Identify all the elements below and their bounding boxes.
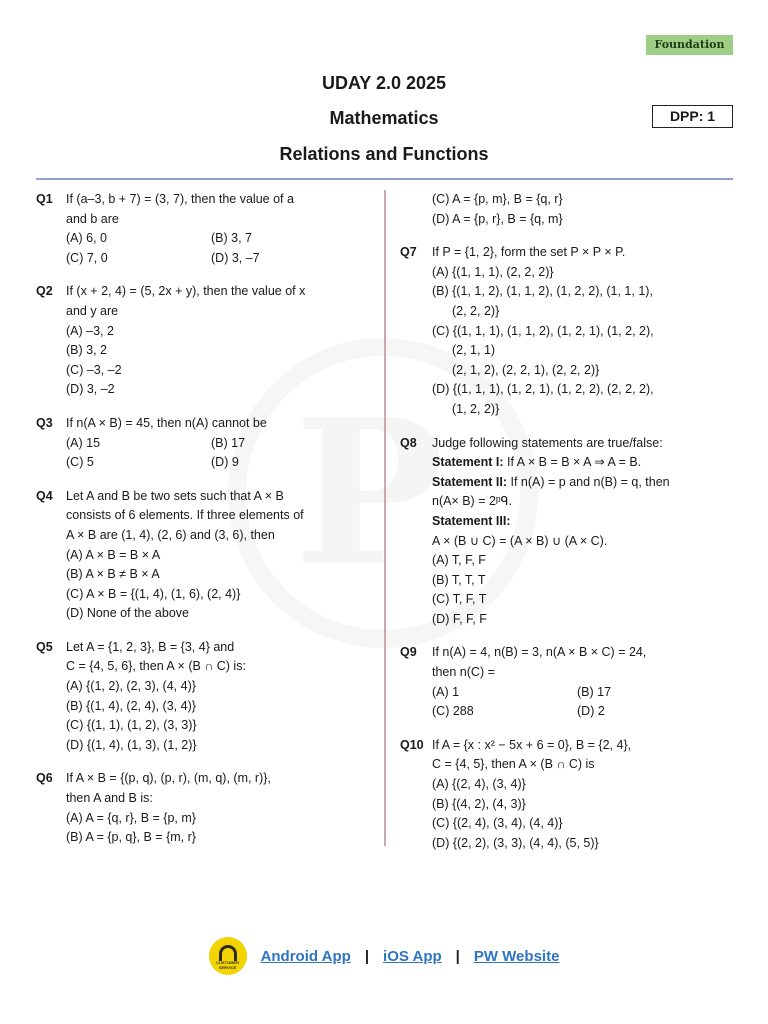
question-number: Q1 (36, 192, 53, 206)
option-c: (C) 7, 0 (66, 250, 108, 265)
separator: | (364, 947, 370, 965)
option-a: (A) A × B = B × A (66, 547, 161, 562)
question-text: then n(C) = (432, 665, 495, 680)
option-a: (A) –3, 2 (66, 323, 114, 338)
exam-title: UDAY 2.0 2025 (321, 73, 447, 93)
question-1 (36, 190, 374, 268)
question-number: Q9 (400, 645, 417, 660)
question-2 (36, 282, 374, 400)
option-d: (D) A = {p, r}, B = {q, m} (432, 211, 563, 226)
option-a: (A) {(1, 2), (2, 3), (4, 4)} (66, 679, 196, 694)
separator: | (455, 947, 460, 965)
option-c: (C) A × B = {(1, 4), (1, 6), (2, 4)} (66, 586, 241, 601)
ios-app-link[interactable]: iOS App (383, 947, 442, 965)
option-c: (C) {(1, 1, 1), (1, 1, 2), (1, 2, 1), (1, 2, 2), (432, 323, 654, 338)
statement-label: Statement I: (432, 455, 504, 470)
question-5 (36, 638, 374, 756)
option-d-continued: (1, 2, 2)} (452, 401, 500, 416)
question-text: If (a–3, b + 7) = (3, 7), then the value of a (66, 192, 294, 206)
option-d: (D) None of the above (66, 606, 189, 621)
statement-2-continued: n(A× B) = 2ᵖᑫ. (432, 494, 512, 509)
option-b: (B) {(4, 2), (4, 3)} (432, 796, 526, 811)
question-number: Q2 (36, 284, 53, 299)
question-text: A × B are (1, 4), (2, 6) and (3, 6), then (66, 527, 275, 542)
footer-links (0, 936, 768, 976)
question-6-continued (400, 190, 736, 229)
question-text: and y are (66, 303, 119, 318)
question-text: C = {4, 5, 6}, then A × (B ∩ C) is: (66, 659, 246, 674)
option-c: (C) –3, –2 (66, 362, 122, 377)
option-d: (D) 9 (211, 455, 239, 470)
option-b: (B) T, T, T (432, 572, 486, 587)
dpp-number: DPP: 1 (652, 105, 733, 128)
question-10 (400, 736, 736, 854)
customer-service-icon[interactable] (209, 937, 247, 975)
option-c: (C) T, F, T (432, 592, 487, 607)
option-b: (B) 17 (211, 435, 246, 450)
option-c: (C) A = {p, m}, B = {q, r} (432, 192, 563, 206)
option-a: (A) 15 (66, 435, 101, 450)
question-text: If (x + 2, 4) = (5, 2x + y), then the value of x (66, 284, 306, 299)
option-d: (D) {(1, 4), (1, 3), (1, 2)} (66, 737, 197, 752)
headset-icon (219, 945, 237, 961)
question-text: and b are (66, 211, 119, 226)
option-a: (A) {(2, 4), (3, 4)} (432, 777, 526, 792)
question-text: consists of 6 elements. If three elements of (66, 508, 304, 523)
question-text: then A and B is: (66, 791, 153, 806)
statement-label: Statement II: (432, 474, 508, 489)
option-b: (B) 3, 7 (211, 231, 252, 246)
option-a: (A) 1 (432, 684, 460, 699)
option-a: (A) T, F, F (432, 553, 486, 568)
question-text: Let A and B be two sets such that A × B (66, 488, 284, 503)
question-text: If P = {1, 2}, form the set P × P × P. (432, 245, 626, 260)
option-d: (D) 2 (577, 704, 605, 719)
left-column (36, 190, 374, 862)
statement-1 (432, 453, 736, 473)
option-b: (B) {(1, 1, 2), (1, 1, 2), (1, 2, 2), (1, 1, 1), (432, 284, 653, 299)
statement-label: Statement III: (432, 513, 511, 528)
option-b: (B) A = {p, q}, B = {m, r} (66, 830, 196, 845)
question-number: Q5 (36, 639, 53, 654)
statement-2 (432, 473, 736, 493)
chapter-title: Relations and Functions (279, 144, 489, 164)
statement-text: A × (B ∪ C) = (A × B) ∪ (A × C). (432, 533, 608, 548)
android-app-link[interactable]: Android App (260, 947, 351, 965)
question-7 (400, 243, 736, 419)
option-a: (A) 6, 0 (66, 231, 107, 246)
option-c: (C) {(1, 1), (1, 2), (3, 3)} (66, 718, 197, 733)
option-c-continued: (2, 1, 2), (2, 2, 1), (2, 2, 2)} (452, 362, 600, 377)
option-b: (B) 17 (577, 684, 612, 699)
question-number: Q8 (400, 435, 417, 450)
question-number: Q6 (36, 771, 53, 786)
foundation-badge: Foundation (646, 35, 733, 55)
option-b: (B) {(1, 4), (2, 4), (3, 4)} (66, 698, 196, 713)
option-d: (D) F, F, F (432, 611, 487, 626)
statement-text: If n(A) = p and n(B) = q, then (507, 474, 670, 489)
option-c: (C) 288 (432, 704, 474, 719)
option-d: (D) {(2, 2), (3, 3), (4, 4), (5, 5)} (432, 835, 599, 850)
option-d: (D) {(1, 1, 1), (1, 2, 1), (1, 2, 2), (2, 2, 2), (432, 382, 654, 397)
option-a: (A) A = {q, r}, B = {p, m} (66, 810, 196, 825)
option-c-continued: (2, 1, 1) (452, 343, 496, 358)
question-3 (36, 414, 374, 473)
option-d: (D) 3, –7 (211, 250, 260, 265)
question-number: Q10 (400, 737, 424, 752)
option-a: (A) {(1, 1, 1), (2, 2, 2)} (432, 264, 554, 279)
question-text: If n(A) = 4, n(B) = 3, n(A × B × C) = 24, (432, 645, 647, 660)
question-text: C = {4, 5}, then A × (B ∩ C) is (432, 757, 595, 772)
option-c: (C) {(2, 4), (3, 4), (4, 4)} (432, 816, 563, 831)
column-divider (384, 190, 386, 846)
statement-text: If A × B = B × A ⇒ A = B. (503, 455, 642, 470)
question-8 (400, 434, 736, 630)
logo-caption: CUSTOMER SERVICE (216, 960, 239, 970)
question-number: Q7 (400, 245, 417, 260)
option-b: (B) 3, 2 (66, 343, 107, 358)
header-rule (36, 178, 733, 180)
question-4 (36, 487, 374, 624)
question-text: If n(A × B) = 45, then n(A) cannot be (66, 415, 267, 430)
question-number: Q3 (36, 415, 53, 430)
pw-website-link[interactable]: PW Website (473, 947, 560, 965)
option-b-continued: (2, 2, 2)} (452, 303, 500, 318)
question-text: Let A = {1, 2, 3}, B = {3, 4} and (66, 639, 235, 654)
subject-title: Mathematics (329, 108, 439, 128)
question-9 (400, 643, 736, 721)
question-text: If A = {x : x² − 5x + 6 = 0}, B = {2, 4}, (432, 737, 632, 752)
option-c: (C) 5 (66, 455, 94, 470)
question-number: Q4 (36, 488, 53, 503)
question-6 (36, 769, 374, 847)
option-d: (D) 3, –2 (66, 382, 115, 397)
question-text: If A × B = {(p, q), (p, r), (m, q), (m, r)}, (66, 771, 271, 786)
right-column (400, 190, 736, 867)
option-b: (B) A × B ≠ B × A (66, 567, 160, 582)
question-text: Judge following statements are true/false: (432, 435, 663, 450)
